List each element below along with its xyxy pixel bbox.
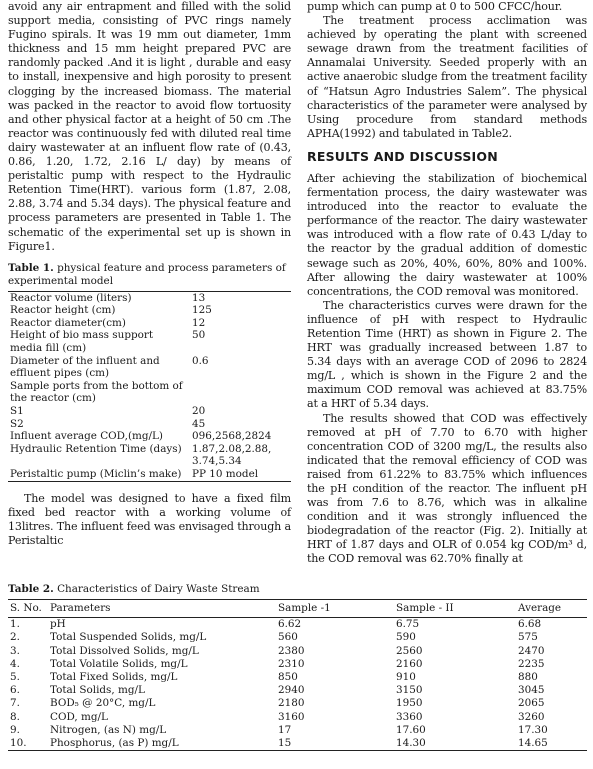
table1-param-cell: Diameter of the influent and effluent pipes (cm) <box>10 354 160 380</box>
parameter-cell: Phosphorus, (as P) mg/L <box>50 737 179 750</box>
sample-2-cell: 3360 <box>396 710 423 723</box>
parameter-cell: Total Suspended Solids, mg/L <box>50 631 207 644</box>
parameter-cell: pH <box>50 618 66 631</box>
table-row <box>8 618 587 631</box>
parameter-cell: Total Volatile Solids, mg/L <box>50 657 188 670</box>
table-row <box>8 697 587 710</box>
sno-cell: 3. <box>10 644 20 657</box>
table-row <box>8 737 587 750</box>
table1-param-cell: Peristaltic pump (Miclin’s make) <box>10 468 182 480</box>
table1-param-cell: S1 <box>10 405 24 418</box>
parameter-cell: BOD₅ @ 20°C, mg/L <box>50 697 156 710</box>
sample-2-cell: 590 <box>396 631 416 644</box>
average-cell: 3045 <box>518 684 545 697</box>
table2-caption <box>8 583 587 596</box>
sample-2-cell: 910 <box>396 671 416 684</box>
table1-value-cell: 125 <box>192 304 212 317</box>
table-row <box>8 355 291 380</box>
section-heading: RESULTS AND DISCUSSION <box>307 148 498 164</box>
header-sample-1: Sample -1 <box>278 602 331 614</box>
sample-1-cell: 2380 <box>278 644 305 657</box>
table-row <box>8 645 587 658</box>
sample-1-cell: 2180 <box>278 697 305 710</box>
table1-value-cell: 0.6 <box>192 354 209 367</box>
sample-2-cell: 14.30 <box>396 737 426 750</box>
header-average: Average <box>518 602 562 614</box>
sample-1-cell: 17 <box>278 723 292 736</box>
sno-cell: 9. <box>10 723 20 736</box>
table-row <box>8 468 291 481</box>
table1-value-cell <box>190 380 291 405</box>
sample-2-cell: 17.60 <box>396 723 426 736</box>
table-row <box>8 304 291 317</box>
table-row <box>8 711 587 724</box>
sample-1-cell: 2940 <box>278 684 305 697</box>
sample-2-cell: 2160 <box>396 657 423 670</box>
header-sample-2: Sample - II <box>396 602 454 614</box>
table1-param-cell: S2 <box>10 417 24 430</box>
table-row <box>8 724 587 737</box>
parameter-cell: Total Dissolved Solids, mg/L <box>50 644 199 657</box>
table-row <box>8 317 291 330</box>
table1-value-cell: PP 10 model <box>192 468 259 480</box>
sample-1-cell: 6.62 <box>278 618 302 631</box>
table1-param-cell: Height of bio mass support media fill (cm) <box>10 329 154 355</box>
sample-2-cell: 6.75 <box>396 618 420 631</box>
table1-value-cell: 45 <box>192 417 206 430</box>
sno-cell: 10. <box>10 737 27 750</box>
table1-param-cell: Sample ports from the bottom of the reactor (cm) <box>10 379 183 405</box>
table1-value-cell: 1.87,2.08,2.88, 3.74,5.34 <box>192 442 272 468</box>
header-sno: S. No. <box>10 602 42 614</box>
table-row <box>8 671 587 684</box>
table1-value-cell: 12 <box>192 316 206 329</box>
sno-cell: 1. <box>10 618 20 631</box>
body-paragraph: pump which can pump at 0 to 500 CFCC/hour. <box>307 0 563 13</box>
body-paragraph: The results showed that COD was effectively removed at pH of 7.70 to 6.70 with higher concentration COD of 3200 mg/L, the results also indicated that the removal efficiency of COD was raised from 61.22% to 83.75% which influences the pH condition of the reactor. The influent pH was from 7.6 to 8.76, which was in alkaline condition and it was strongly influenced the biodegradation of the reactor (Fig. 2). Initially at HRT of 1.87 days and OLR of 0.054 kg COD/m³ d, the COD removal was 62.70% finally at <box>307 411 587 566</box>
average-cell: 17.30 <box>518 723 548 736</box>
sno-cell: 8. <box>10 710 20 723</box>
table1-param-cell: Reactor height (cm) <box>10 304 116 317</box>
table1 <box>8 292 291 481</box>
table2-caption-label: Table 2. <box>8 583 54 595</box>
table2 <box>8 600 587 617</box>
sample-1-cell: 560 <box>278 631 298 644</box>
table-row <box>8 684 587 697</box>
sample-2-cell: 3150 <box>396 684 423 697</box>
left-column <box>8 0 291 548</box>
table1-value-cell: 096,2568,2824 <box>192 430 272 443</box>
table-row <box>8 418 291 431</box>
sno-cell: 4. <box>10 657 20 670</box>
body-paragraph: After achieving the stabilization of biochemical fermentation process, the dairy wastewater was introduced into the reactor to evaluate the performance of the reactor. The dairy wastewater was introduced with a flow rate of 0.43 L/day to the reactor by the gradual addition of domestic sewage such as 20%, 40%, 60%, 80% and 100%. After allowing the dairy wastewater at 100% concentrations, the COD removal was monitored. <box>307 171 587 298</box>
parameter-cell: Total Solids, mg/L <box>50 684 145 697</box>
table1-param-cell: Hydraulic Retention Time (days) <box>10 442 182 455</box>
sample-2-cell: 2560 <box>396 644 423 657</box>
table-row <box>8 658 587 671</box>
table2-bottom-rule <box>8 750 587 751</box>
table-row <box>8 380 291 405</box>
parameter-cell: Total Fixed Solids, mg/L <box>50 671 178 684</box>
parameter-cell: COD, mg/L <box>50 710 108 723</box>
sample-1-cell: 850 <box>278 671 298 684</box>
sample-1-cell: 15 <box>278 737 292 750</box>
table-row <box>8 292 291 305</box>
sample-1-cell: 3160 <box>278 710 305 723</box>
average-cell: 14.65 <box>518 737 548 750</box>
sample-1-cell: 2310 <box>278 657 305 670</box>
table1-param-cell: Reactor volume (liters) <box>10 291 132 304</box>
table2-header-row <box>8 600 587 617</box>
average-cell: 880 <box>518 671 538 684</box>
average-cell: 3260 <box>518 710 545 723</box>
table1-param-cell: Influent average COD,(mg/L) <box>10 430 163 443</box>
table1-value-cell: 13 <box>192 291 206 304</box>
body-paragraph: avoid any air entrapment and filled with the solid support media, consisting of PVC rings namely Fugino spirals. It was 19 mm out diameter, 1mm thickness and 15 mm height prepared PVC are randomly packed .And it is light , durable and easy to install, inexpensive and high porosity to present clogging by the increased biomass. The material was packed in the reactor to avoid flow tortuosity and other physical factor at a height of 50 cm .The reactor was continuously fed with diluted real time dairy wastewater at an influent flow rate of (0.43, 0.86, 1.20, 1.72, 2.16 L/ day) by means of peristaltic pump with respect to the Hydraulic Retention Time(HRT). various form (1.87, 2.08, 2.88, 3.74 and 5.34 days). The physical feature and process parameters are presented in Table 1. The schematic of the experimental set up is shown in Figure1. <box>8 0 291 253</box>
table1-param-cell: Reactor diameter(cm) <box>10 316 126 329</box>
average-cell: 2470 <box>518 644 545 657</box>
average-cell: 2065 <box>518 697 545 710</box>
parameter-cell: Nitrogen, (as N) mg/L <box>50 723 167 736</box>
sno-cell: 2. <box>10 631 20 644</box>
table1-caption-text: physical feature and process parameters of experimental model <box>8 261 286 287</box>
sno-cell: 5. <box>10 671 20 684</box>
body-paragraph: The treatment process acclimation was achieved by operating the plant with screened sewage drawn from the treatment facilities of Annamalai University. Seeded properly with an active anaerobic sludge from the treatment facility of “Hatsun Agro Industries Salem”. The physical characteristics of the parameter were analysed by Using procedure from standard methods APHA(1992) and tabulated in Table2. <box>307 14 587 140</box>
body-paragraph: The characteristics curves were drawn for the influence of pH with respect to Hydraulic Retention Time (HRT) as shown in Figure 2. The HRT was gradually increased between 1.87 to 5.34 days with an average COD of 2096 to 2824 mg/L , which is shown in the Figure 2 and the maximum COD removal was achieved at 83.75% at a HRT of 5.34 days. <box>307 298 587 411</box>
sample-2-cell: 1950 <box>396 697 423 710</box>
table-row <box>8 329 291 354</box>
table1-value-cell: 50 <box>192 329 206 342</box>
table-row <box>8 430 291 443</box>
average-cell: 6.68 <box>518 618 542 631</box>
table2-body <box>8 618 587 750</box>
table-row <box>8 443 291 468</box>
sno-cell: 7. <box>10 697 20 710</box>
table-row <box>8 405 291 418</box>
table1-caption <box>8 262 291 288</box>
body-paragraph: The model was designed to have a fixed film fixed bed reactor with a working volume of 13litres. The influent feed was envisaged through a Peristaltic <box>8 491 291 547</box>
table1-caption-label: Table 1. <box>8 261 54 274</box>
sno-cell: 6. <box>10 684 20 697</box>
table-row <box>8 631 587 644</box>
average-cell: 575 <box>518 631 538 644</box>
right-column <box>307 0 587 567</box>
header-parameters: Parameters <box>50 602 111 614</box>
table1-value-cell: 20 <box>192 405 206 418</box>
table2-caption-text: Characteristics of Dairy Waste Stream <box>53 583 260 595</box>
table2-block <box>8 583 587 751</box>
average-cell: 2235 <box>518 657 545 670</box>
